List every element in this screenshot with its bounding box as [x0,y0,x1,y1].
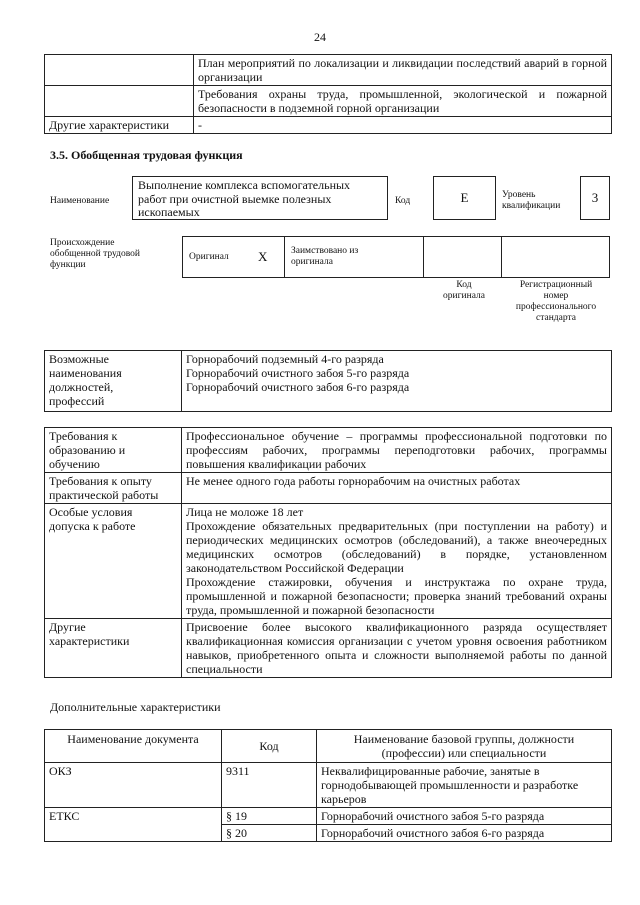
label-line: практической работы [49,488,159,502]
top-table-left-cell [45,55,194,86]
table-header-row [45,730,612,763]
top-table-right-cell: Требования охраны труда, промышленной, экологической и пожарной безопасности в подземной горной организации [194,86,612,117]
table-row [45,808,612,825]
other-value: Присвоение более высокого квалификационного разряда осуществляет квалификационная комиссия организации с учетом уровня освоения работником навыков, приобретенного опыта и сложности выполняемой работы по данной специальности [182,619,612,678]
original-mark: X [258,249,268,264]
experience-value: Не менее одного года работы горнорабочим на очистных работах [182,473,612,504]
origin-divider [284,237,285,277]
other-characteristics-label: Другие характеристики [45,117,194,134]
origin-label-line: обобщенной трудовой [50,249,140,259]
function-name-line: работ при очистной выемке полезных [138,191,332,206]
additional-table [44,729,612,842]
requirements-table [44,427,612,678]
condition-item: Прохождение обязательных предварительных (при поступлении на работу) и периодических медицинских осмотров (обследований), а также внеочередных медицинских осмотров (обследований) в порядке, установленном законодательством Российской Федерации [186,519,607,575]
caption-line: профессионального [515,302,597,312]
header-name: Наименование базовой группы, должности (профессии) или специальности [317,730,612,763]
table-row [45,763,612,808]
page-number: 24 [314,30,326,44]
origin-divider [501,237,502,277]
condition-item: Прохождение стажировки, обучения и инструктажа по охране труда, промышленной и пожарной безопасности; проверка знаний требований охраны труда, промышленной и пожарной безопасности [186,575,607,617]
top-table-right-cell: План мероприятий по локализации и ликвидации последствий аварий в горной организации [194,55,612,86]
level-label [502,190,560,212]
experience-label [45,473,182,504]
top-table [44,54,612,134]
positions-label-line: наименования [49,366,122,380]
list-item: Горнорабочий очистного забоя 6-го разряда [186,380,410,394]
function-name-box [132,176,388,220]
caption-line: оригинала [443,291,485,301]
positions-label-line: профессий [49,394,105,408]
caption-line: Код [456,280,472,290]
other-characteristics-value: - [194,117,612,134]
positions-table [44,350,612,412]
list-item: Горнорабочий очистного забоя 5-го разряда [186,366,410,380]
table-row [45,55,612,86]
label-line: Другие [49,620,86,634]
origin-divider [423,237,424,277]
code-cell: 9311 [222,763,317,808]
table-row [45,473,612,504]
positions-label [45,351,182,412]
header-document: Наименование документа [45,730,222,763]
original-label: Оригинал [189,252,229,262]
other-label [45,619,182,678]
label-line: допуска к работе [49,519,136,533]
label-line: Требования к опыту [49,474,152,488]
code-original-caption [424,280,504,302]
origin-label-line: Происхождение [50,238,115,248]
origin-label-line: функции [50,260,86,270]
origin-label [50,238,140,271]
additional-title: Дополнительные характеристики [50,700,221,714]
origin-box [182,236,610,278]
level-label-line: Уровень [502,190,536,200]
section-title: 3.5. Обобщенная трудовая функция [50,148,243,162]
special-conditions-label [45,504,182,619]
borrowed-label [291,246,358,268]
special-conditions-value [182,504,612,619]
condition-item: Лица не моложе 18 лет [186,505,304,519]
table-row [45,428,612,473]
code-label: Код [395,196,411,206]
positions-list [182,351,612,412]
function-name-line: ископаемых [138,205,200,219]
caption-line: Регистрационный [519,280,593,290]
name-cell: Неквалифицированные рабочие, занятые в горнодобывающей промышленности и разработке карьеров [317,763,612,808]
code-cell: § 20 [222,825,317,842]
reg-number-caption [500,280,612,324]
header-code: Код [222,730,317,763]
list-item: Горнорабочий подземный 4-го разряда [186,352,384,366]
borrowed-label-line: Заимствовано из [291,246,359,256]
label-line: Особые условия [49,505,133,519]
caption-line: стандарта [536,313,576,323]
top-table-left-cell [45,86,194,117]
table-row [45,619,612,678]
label-line: образованию и [49,443,126,457]
table-row [45,86,612,117]
doc-cell: ЕТКС [45,808,222,842]
education-label [45,428,182,473]
name-cell: Горнорабочий очистного забоя 6-го разряда [317,825,612,842]
name-label: Наименование [50,196,110,206]
positions-label-line: Возможные [49,352,109,366]
table-row [45,504,612,619]
label-line: обучению [49,457,100,471]
level-label-line: квалификации [502,201,561,211]
name-cell: Горнорабочий очистного забоя 5-го разряда [317,808,612,825]
education-value: Профессиональное обучение – программы профессиональной подготовки по профессиям рабочих, программы переподготовки рабочих, программы повышения квалификации рабочих [182,428,612,473]
table-row [45,117,612,134]
code-cell: § 19 [222,808,317,825]
label-line: Требования к [49,429,118,443]
table-row [45,351,612,412]
level-value-box: 3 [580,176,610,220]
code-value-box: E [433,176,496,220]
caption-line: номер [543,291,569,301]
doc-cell: ОКЗ [45,763,222,808]
positions-label-line: должностей, [49,380,114,394]
label-line: характеристики [49,634,130,648]
borrowed-label-line: оригинала [291,257,333,267]
function-name-line: Выполнение комплекса вспомогательных [138,178,351,192]
